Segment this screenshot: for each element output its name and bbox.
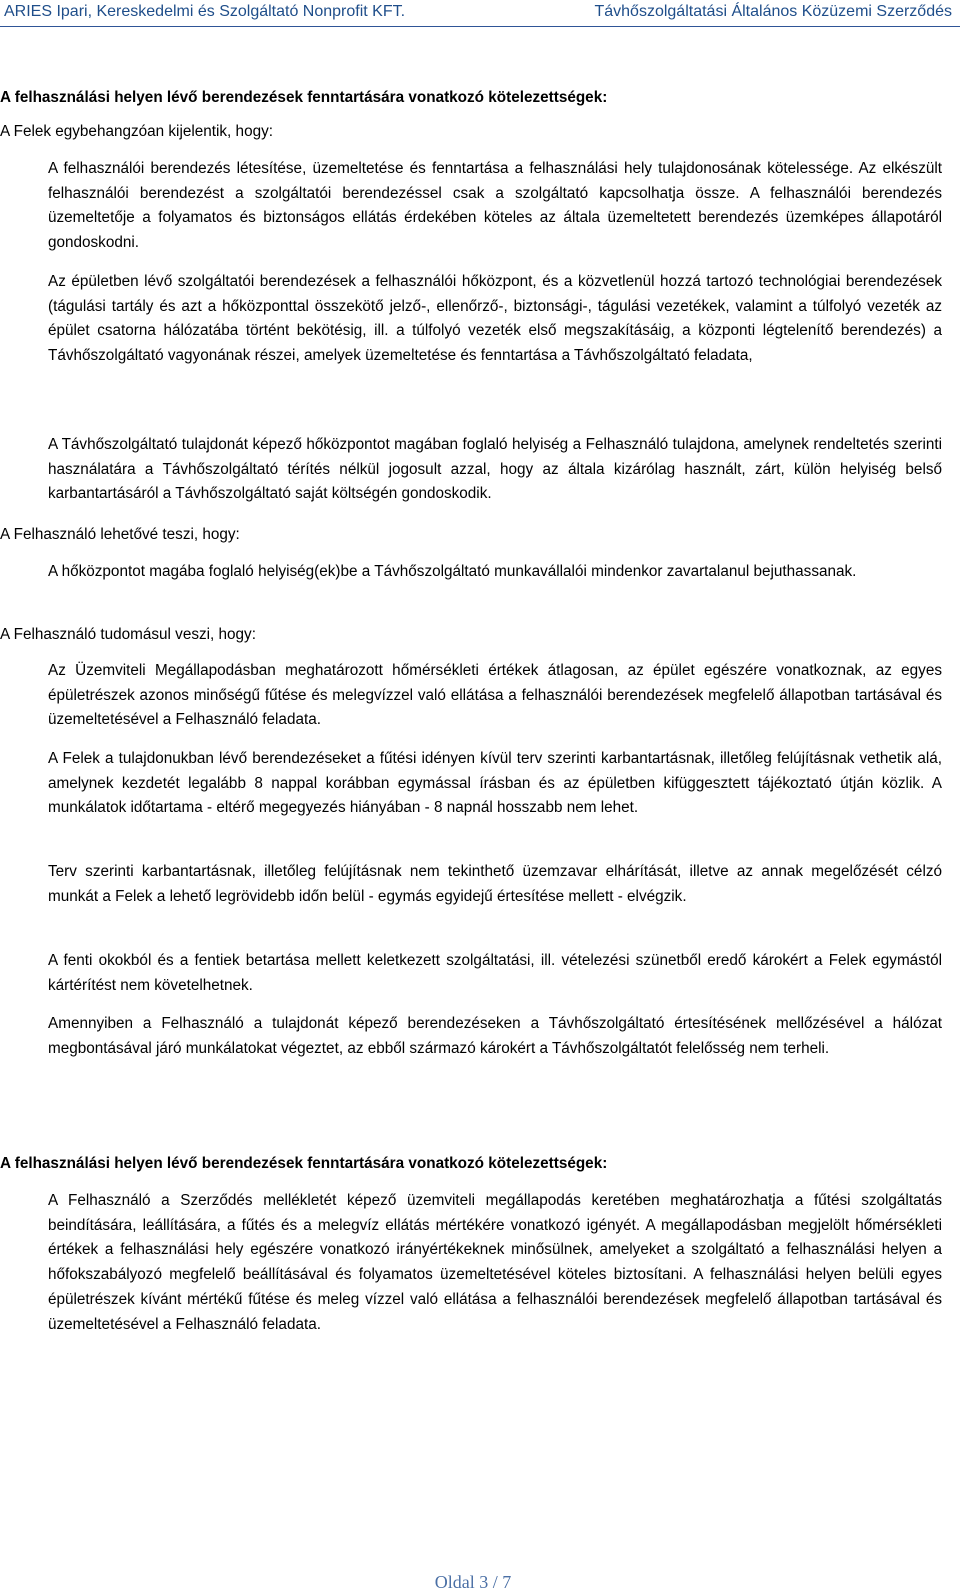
header-document-title: Távhőszolgáltatási Általános Közüzemi Szerződés [594,3,952,20]
paragraph: A hőközpontot magába foglaló helyiség(ek)be a Távhőszolgáltató munkavállalói mindenkor zavartalanul bejuthassanak. [48,563,857,580]
paragraph: A felhasználói berendezés létesítése, üzemeltetése és fenntartása a felhasználási hely tulajdonosának kötelessége. Az elkészült felhasználói berendezést a szolgáltatói berendezéssel csak a szolgáltató kapcsolhatja össze. A felhasználói berendezés üzemeltetője a folyamatos és biztonságos ellátás érdekében köteles az általa üzemeltetett berendezés üzemképes állapotáról gondoskodni. [48,160,942,252]
section1-intro-2: A Felhasználó lehetővé teszi, hogy: [0,526,240,543]
paragraph: Terv szerinti karbantartásnak, illetőleg felújításnak nem tekinthető üzemzavar elhárítását, illetve az annak megelőzését célzó munkát a Felek a lehető legrövidebb időn belül - egymás egyidejű értesítése mellett - elvégzik. [48,863,942,905]
section1-intro-3: A Felhasználó tudomásul veszi, hogy: [0,626,256,643]
paragraph: A fenti okokból és a fentiek betartása mellett keletkezett szolgáltatási, ill. vételezési szünetből eredő károkért a Felek egymástól kártérítést nem követelhetnek. [48,952,942,994]
paragraph: A Felek a tulajdonukban lévő berendezéseket a fűtési idényen kívül terv szerinti karbantartásnak, illetőleg felújításnak vethetik alá, amelynek kezdetét legalább 8 nappal korábban egymással írásban és az épületben kifüggesztett tájékoztató útján közlik. A munkálatok időtartama - eltérő megegyezés hiányában - 8 napnál hosszabb nem lehet. [48,750,942,817]
section1-intro: A Felek egybehangzóan kijelentik, hogy: [0,123,273,140]
page-header [0,0,960,28]
paragraph: Az Üzemviteli Megállapodásban meghatározott hőmérsékleti értékek átlagosan, az épület egészére vonatkoznak, az egyes épületrészek azonos minőségű fűtése és melegvízzel való ellátása a felhasználói berendezések megfelelő állapotban tartásával és üzemeltetésével a Felhasználó feladata. [48,662,942,729]
paragraph: Amennyiben a Felhasználó a tulajdonát képező berendezéseken a Távhőszolgáltató értesítésének mellőzésével a hálózat megbontásával járó munkálatokat végeztet, az ebből származó károkért a Távhőszolgáltatót felelősség nem terheli. [48,1015,942,1057]
header-rule [0,26,960,27]
paragraph: A Felhasználó a Szerződés mellékletét képező üzemviteli megállapodás keretében meghatározhatja a fűtési szolgáltatás beindítására, leállítására, a fűtés és a melegvíz ellátás mértékére vonatkozó igényét. A megállapodásban megjelölt hőmérsékleti értékek a felhasználási hely egészére vonatkozó irányértékeknek minősülnek, amelyeket a szolgáltató a felhasználási helyen a hőfokszabályozó megfelelő beállításával és folyamatos üzemeltetésével köteles biztosítani. A felhasználási helyen belüli egyes épületrészek kívánt mértékű fűtése és meleg vízzel való ellátása a felhasználói berendezések megfelelő állapotban tartásával és üzemeltetésével a Felhasználó feladata. [48,1192,942,1333]
section2-heading: A felhasználási helyen lévő berendezések fenntartására vonatkozó kötelezettségek: [0,1155,608,1172]
section1-heading: A felhasználási helyen lévő berendezések fenntartására vonatkozó kötelezettségek: [0,89,608,106]
header-company: ARIES Ipari, Kereskedelmi és Szolgáltató Nonprofit KFT. [4,3,406,20]
page-number: Oldal 3 / 7 [434,1572,512,1592]
paragraph: Az épületben lévő szolgáltatói berendezések a felhasználói hőközpont, és a közvetlenül hozzá tartozó technológiai berendezések (tágulási tartály és azt a hőközponttal összekötő jelző-, ellenőrző-, biztonsági-, tágulási vezetékek, valamint a túlfolyó vezeték az épület csatorna hálózatába történt bekötésig, ill. a túlfolyó vezeték első megszakításáig, a központi légtelenítő berendezés) a Távhőszolgáltató vagyonának részei, amelyek üzemeltetése és fenntartása a Távhőszolgáltató feladata, [48,273,942,365]
paragraph: A Távhőszolgáltató tulajdonát képező hőközpontot magában foglaló helyiség a Felhasználó tulajdona, amelynek rendeltetés szerinti használatára a Távhőszolgáltató térítés nélkül jogosult azzal, hogy az általa kizárólag használt, zárt, külön helyiség belső karbantartásáról a Távhőszolgáltató saját költségén gondoskodik. [48,436,942,503]
